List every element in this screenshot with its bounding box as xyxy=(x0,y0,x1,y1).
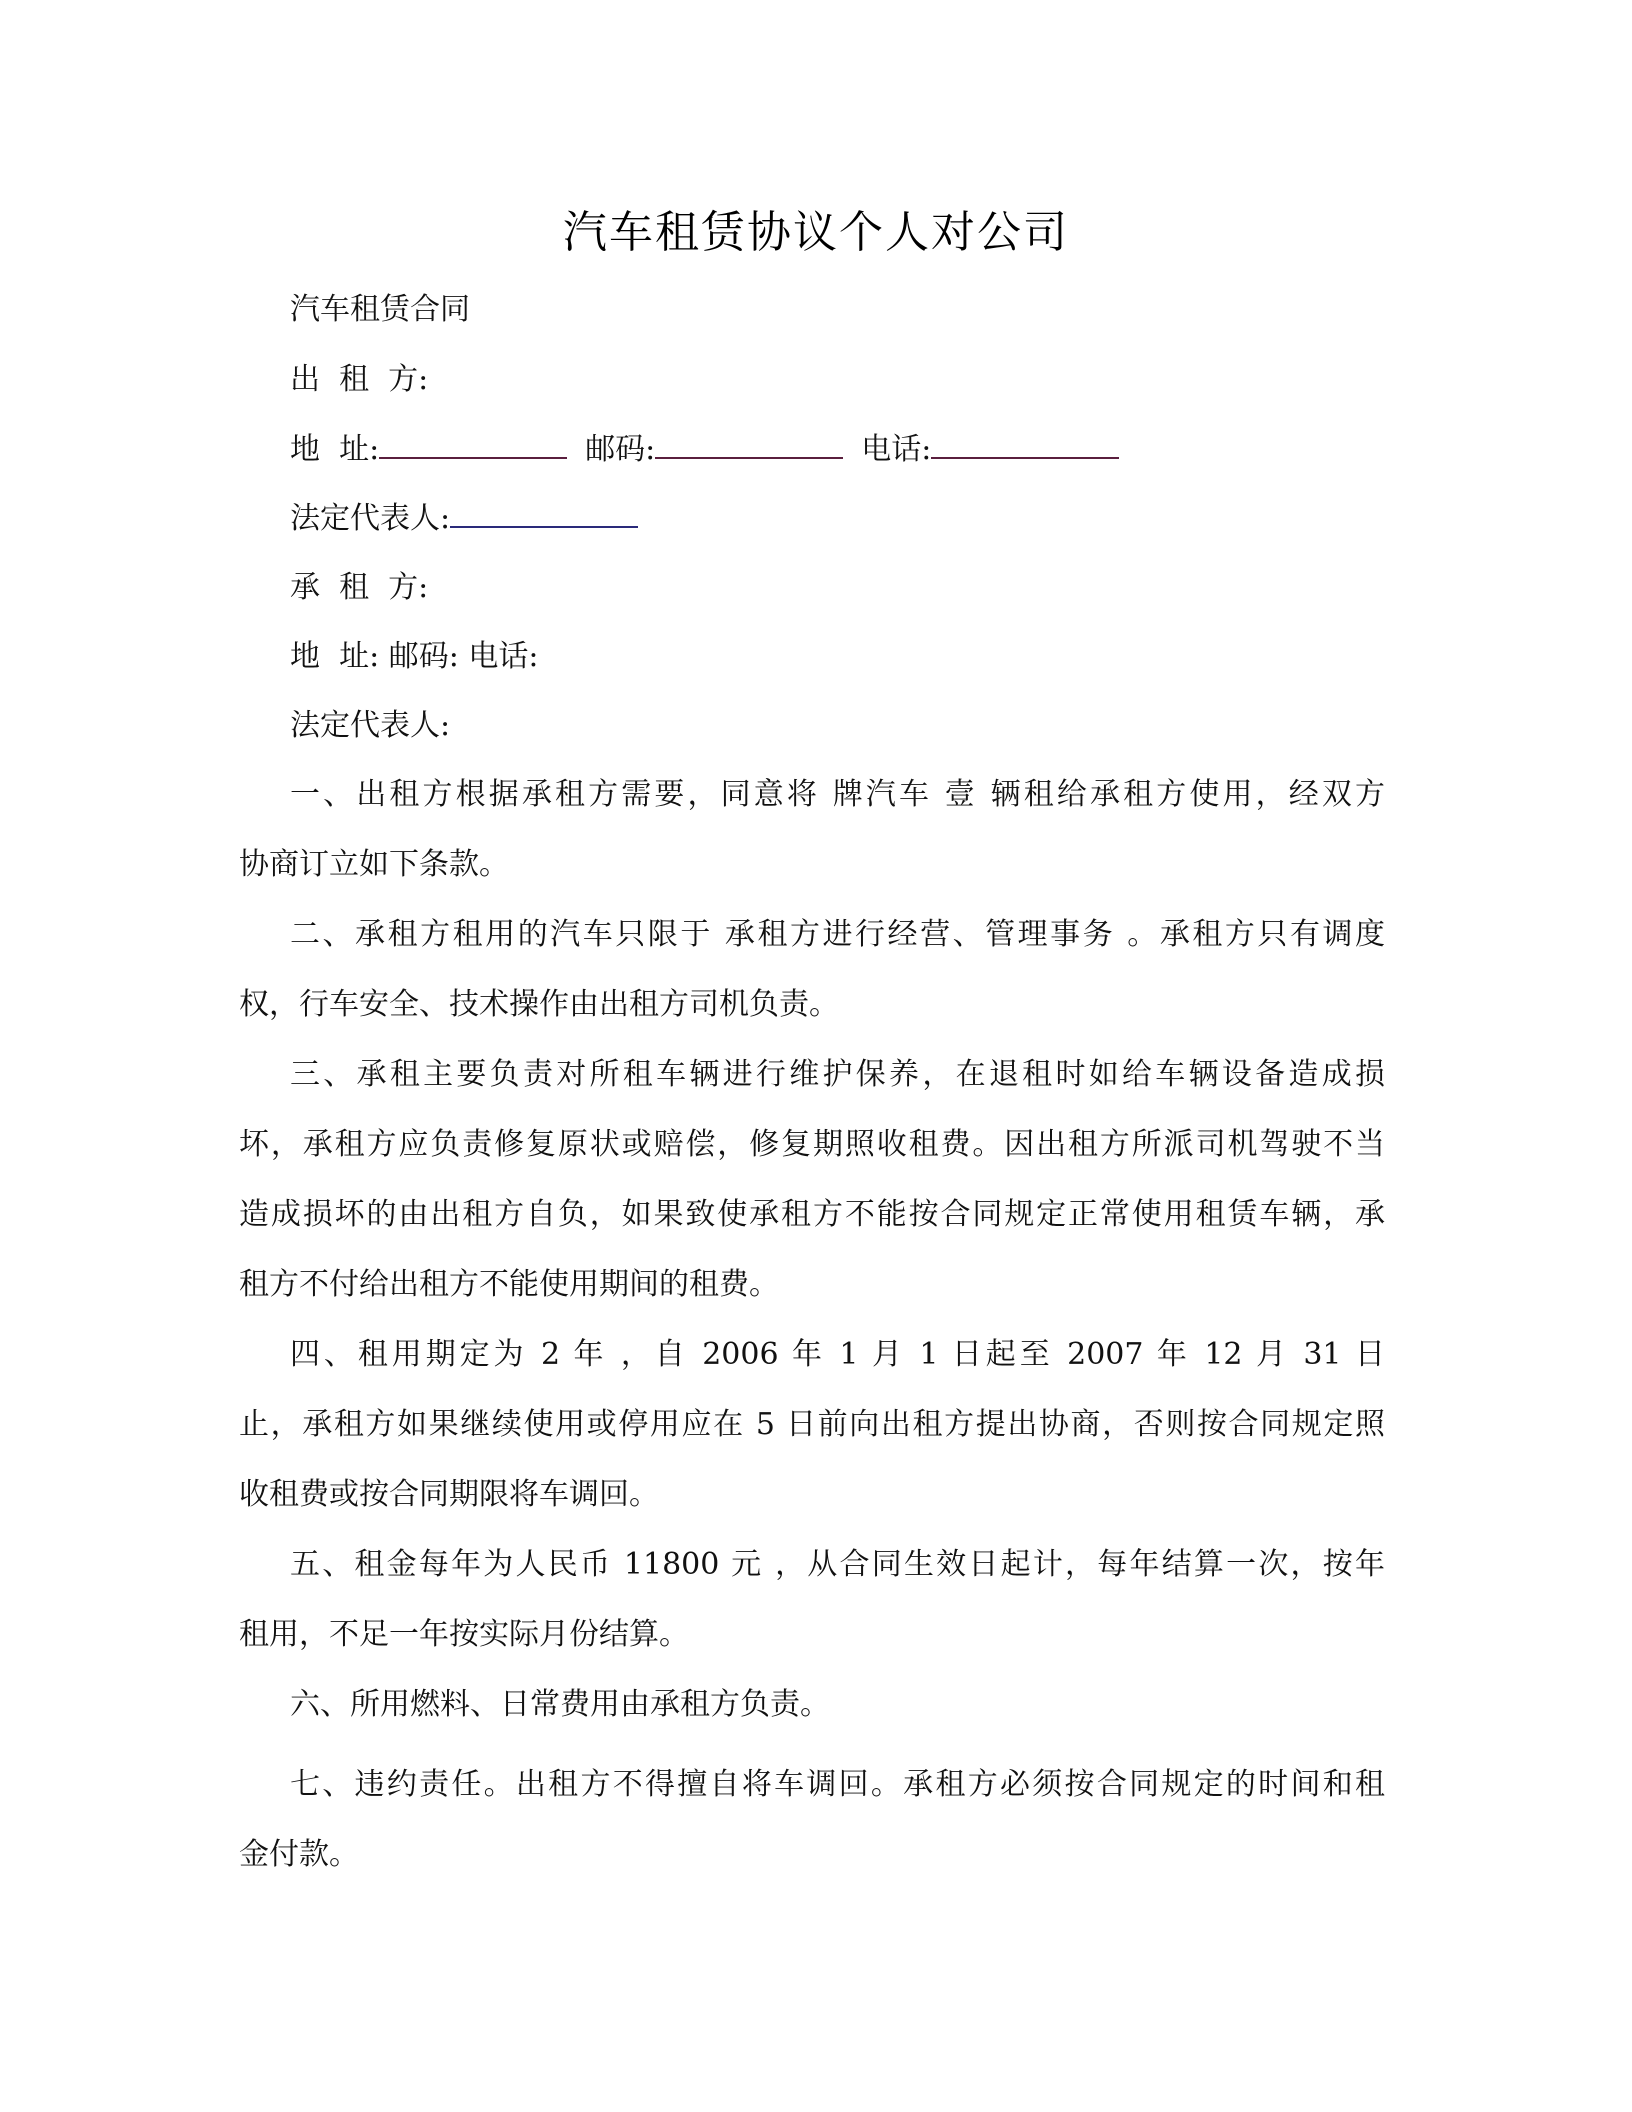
lessee-rep-label: 法定代表人: xyxy=(290,708,451,743)
lessor-postcode-field[interactable] xyxy=(655,429,843,459)
clause-1-line-2: 协商订立如下条款。 xyxy=(239,847,509,882)
clause-3-line-1: 三、承租主要负责对所租车辆进行维护保养，在退租时如给车辆设备造成损 xyxy=(290,1057,1385,1092)
lessor-rep-field[interactable] xyxy=(450,498,638,528)
document-title: 汽车租赁协议个人对公司 xyxy=(563,207,1069,258)
lessor-label: 出 租 方: xyxy=(290,362,429,397)
clause-4-line-3: 收租费或按合同期限将车调回。 xyxy=(239,1477,659,1512)
lessor-address-field[interactable] xyxy=(379,429,567,459)
clause-4-line-2: 止，承租方如果继续使用或停用应在 5 日前向出租方提出协商，否则按合同规定照 xyxy=(239,1407,1385,1442)
lessor-rep-row xyxy=(290,498,656,538)
contract-subtitle: 汽车租赁合同 xyxy=(290,292,470,327)
lessor-rep-label: 法定代表人: xyxy=(290,501,451,536)
clause-6-line-1: 六、所用燃料、日常费用由承租方负责。 xyxy=(290,1687,830,1722)
lessor-phone-field[interactable] xyxy=(931,429,1119,459)
clause-1-line-1: 一、出租方根据承租方需要，同意将 牌汽车 壹 辆租给承租方使用，经双方 xyxy=(290,777,1385,812)
lessee-contact-row: 地 址: 邮码: 电话: xyxy=(290,639,539,674)
clause-5-line-2: 租用，不足一年按实际月份结算。 xyxy=(239,1617,689,1652)
clause-4-line-1: 四、租用期定为 2 年 ，自 2006 年 1 月 1 日起至 2007 年 12 月 31 日 xyxy=(290,1337,1385,1372)
clause-3-line-4: 租方不付给出租方不能使用期间的租费。 xyxy=(239,1267,779,1302)
lessor-phone-label: 电话: xyxy=(861,432,932,467)
clause-7-line-2: 金付款。 xyxy=(239,1837,359,1872)
clause-5-line-1: 五、租金每年为人民币 11800 元 ，从合同生效日起计，每年结算一次，按年 xyxy=(290,1547,1385,1582)
lessor-postcode-label: 邮码: xyxy=(585,432,656,467)
clause-2-line-1: 二、承租方租用的汽车只限于 承租方进行经营、管理事务 。承租方只有调度 xyxy=(290,917,1385,952)
clause-7-line-1: 七、违约责任。出租方不得擅自将车调回。承租方必须按合同规定的时间和租 xyxy=(290,1767,1385,1802)
clause-3-line-2: 坏，承租方应负责修复原状或赔偿，修复期照收租费。因出租方所派司机驾驶不当 xyxy=(239,1127,1385,1162)
lessor-address-label: 地 址: xyxy=(290,432,380,467)
clause-2-line-2: 权，行车安全、技术操作由出租方司机负责。 xyxy=(239,987,839,1022)
lessor-contact-row xyxy=(290,429,1137,469)
clause-3-line-3: 造成损坏的由出租方自负，如果致使承租方不能按合同规定正常使用租赁车辆，承 xyxy=(239,1197,1385,1232)
lessee-label: 承 租 方: xyxy=(290,570,429,605)
